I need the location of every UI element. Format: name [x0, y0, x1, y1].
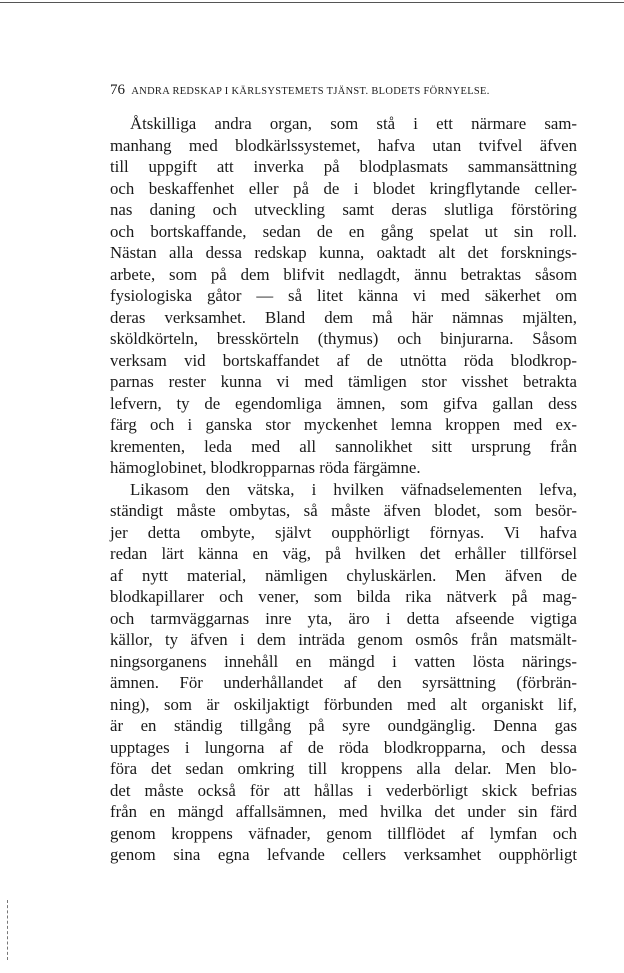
text-line: upptages i lungorna af de röda blodkropparna, och dessa [110, 737, 577, 757]
text-line: färg och i ganska stor myckenhet lemna kroppen med ex- [110, 415, 577, 434]
body-text [110, 113, 577, 866]
text-line: genom sina egna lefvande cellers verksamhet oupphörligt [110, 845, 577, 864]
running-title: ANDRA REDSKAP I KÄRLSYSTEMETS TJÄNST. BLODETS FÖRNYELSE. [131, 86, 490, 97]
text-line: och bortskaffande, sedan de en gång spelat ut sin roll. [110, 221, 577, 241]
text-line: hämoglobinet, blodkropparnas röda färgämne. [110, 458, 421, 477]
text-line: och tarmväggarnas inre yta, äro i detta afseende vigtiga [110, 608, 577, 628]
text-line: Nästan alla dessa redskap kunna, oaktadt alt det forsknings- [110, 243, 577, 262]
text-line: deras verksamhet. Bland dem må här nämnas mjälten, [110, 307, 577, 327]
text-line: sköldkörteln, bresskörteln (thymus) och binjurarna. Såsom [110, 329, 577, 348]
text-line: källor, ty äfven i dem inträda genom osmôs från matsmält- [110, 630, 577, 649]
text-line: arbete, som på dem blifvit nedlagdt, ännu betraktas såsom [110, 264, 577, 284]
text-line: verksam vid bortskaffandet af de utnötta röda blodkrop- [110, 350, 577, 370]
text-line: från en mängd affallsämnen, med hvilka det under sin färd [110, 802, 577, 821]
page-number: 76 [110, 82, 125, 98]
text-line: parnas rester kunna vi med tämligen stor visshet betrakta [110, 372, 577, 391]
text-line: det måste också för att hållas i vederbörligt skick befrias [110, 780, 577, 800]
text-line: nas daning och utveckling samt deras slutliga förstöring [110, 200, 577, 219]
text-line: Åtskilliga andra organ, som stå i ett närmare sam- [130, 114, 577, 133]
text-line: och beskaffenhet eller på de i blodet kringflytande celler- [110, 178, 577, 198]
text-line: till uppgift att inverka på blodplasmats sammansättning [110, 157, 577, 176]
text-line: är en ständig tillgång på syre oundgänglig. Denna gas [110, 716, 577, 735]
page-edge-marks [7, 900, 9, 960]
top-rule [0, 2, 624, 3]
text-line: af nytt material, nämligen chyluskärlen. Men äfven de [110, 565, 577, 585]
text-line: manhang med blodkärlssystemet, hafva utan tvifvel äfven [110, 135, 577, 155]
running-header [110, 82, 585, 99]
text-line: ning), som är oskiljaktigt förbunden med alt organiskt lif, [110, 694, 577, 714]
text-line: ständigt måste ombytas, så måste äfven blodet, som besör- [110, 501, 577, 520]
text-line: jer detta ombyte, självt oupphörligt förnyas. Vi hafva [110, 522, 577, 542]
text-line: Likasom den vätska, i hvilken väfnadselementen lefva, [130, 479, 577, 499]
text-line: fysiologiska gåtor — så litet känna vi med säkerhet om [110, 286, 577, 305]
text-line: krementen, leda med all sannolikhet sitt ursprung från [110, 436, 577, 456]
text-line: lefvern, ty de egendomliga ämnen, som gifva gallan dess [110, 393, 577, 413]
text-line: ningsorganens innehåll en mängd i vatten lösta närings- [110, 651, 577, 671]
text-line: föra det sedan omkring till kroppens alla delar. Men blo- [110, 759, 577, 778]
text-line: blodkapillarer och vener, som bilda rika nätverk på mag- [110, 587, 577, 606]
text-line: redan lärt känna en väg, på hvilken det erhåller tillförsel [110, 544, 577, 563]
text-line: genom kroppens väfnader, genom tillflödet af lymfan och [110, 823, 577, 843]
text-line: ämnen. För underhållandet af den syrsättning (förbrän- [110, 673, 577, 692]
